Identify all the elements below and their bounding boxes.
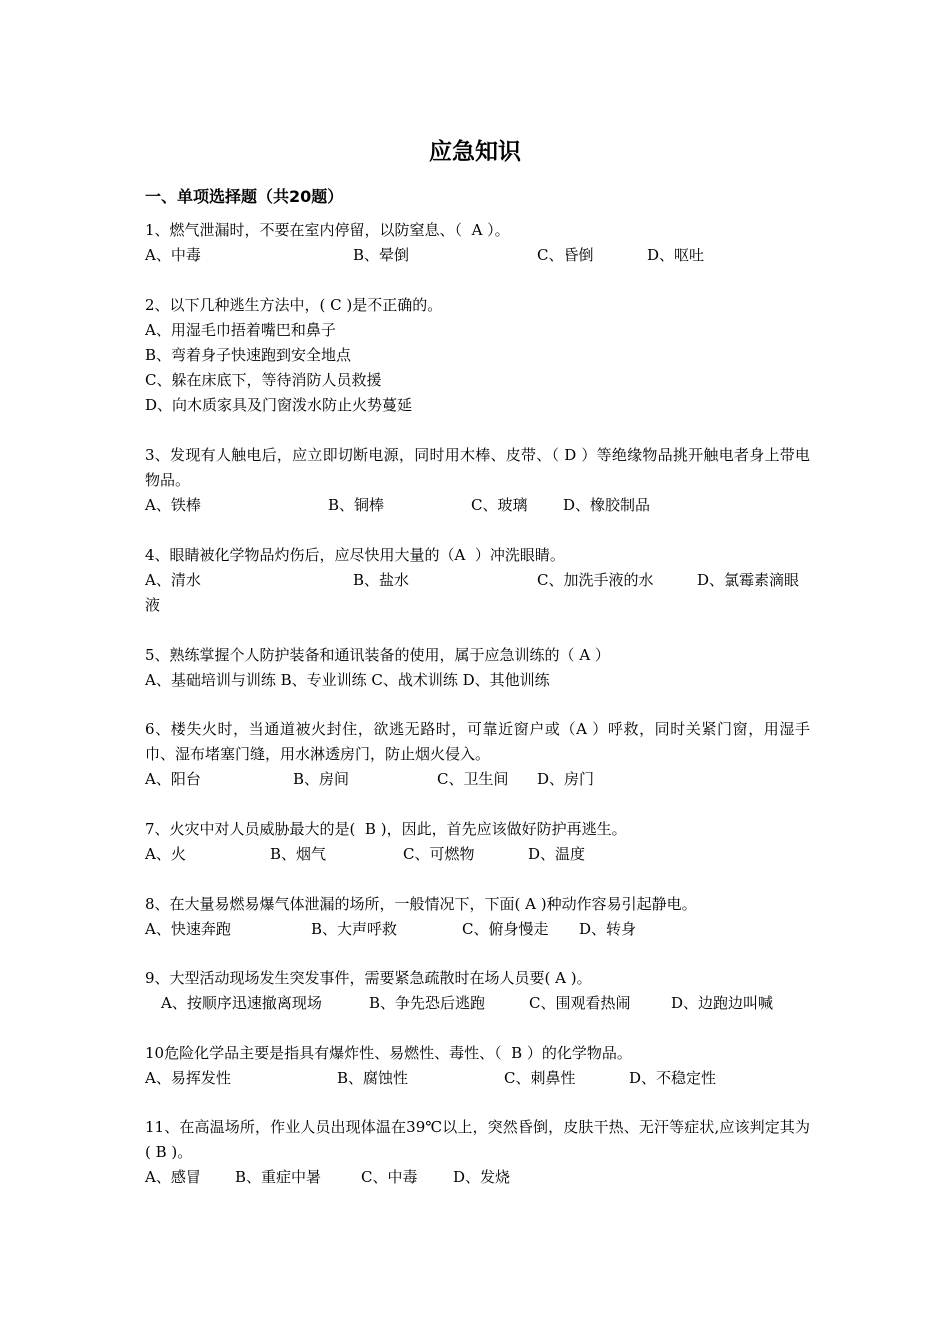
option-a: A、火: [145, 845, 186, 863]
option-b: B、腐蚀性: [337, 1069, 409, 1087]
option-c: C、中毒: [361, 1168, 418, 1186]
option-d-continuation: 液: [145, 596, 161, 614]
section-heading: 一、单项选择题（共20题）: [145, 187, 344, 206]
question-stem: 7、火灾中对人员威胁最大的是( B )，因此，首先应该做好防护再逃生。: [145, 820, 627, 838]
option-a: A、铁棒: [145, 496, 201, 514]
question-11: [145, 1115, 810, 1190]
question-9: [145, 966, 810, 1016]
question-1: [145, 218, 810, 268]
option-a: A、阳台: [145, 770, 201, 788]
question-stem: 4、眼睛被化学物品灼伤后，应尽快用大量的（A ）冲洗眼睛。: [145, 546, 565, 564]
option-d: D、氯霉素滴眼: [697, 571, 800, 589]
option-a: A、清水: [145, 571, 201, 589]
question-2: [145, 293, 810, 418]
option-b: B、重症中暑: [235, 1168, 322, 1186]
option-b: B、大声呼救: [311, 920, 398, 938]
question-7: [145, 817, 810, 867]
option-a: A、感冒: [145, 1168, 201, 1186]
option-row: [145, 1066, 810, 1091]
option-row: [145, 1165, 810, 1190]
question-stem: 5、熟练掌握个人防护装备和通讯装备的使用，属于应急训练的（ A ）: [145, 646, 610, 664]
option-row: [145, 991, 810, 1016]
option-d: D、橡胶制品: [563, 496, 651, 514]
option-b: B、烟气: [270, 845, 327, 863]
question-stem: 11、在高温场所，作业人员出现体温在39℃以上，突然昏倒，皮肤干热、无汗等症状,应该判定其为( B )。: [145, 1118, 810, 1161]
option-row: [145, 568, 810, 593]
option-d: D、呕吐: [647, 246, 705, 264]
option-b: B、弯着身子快速跑到安全地点: [145, 346, 352, 364]
option-c: C、围观看热闹: [529, 994, 631, 1012]
option-c: C、刺鼻性: [504, 1069, 576, 1087]
option-d: D、房门: [537, 770, 595, 788]
question-stem: 10危险化学品主要是指具有爆炸性、易燃性、毒性、（ B ）的化学物品。: [145, 1044, 632, 1062]
option-c: C、加洗手液的水: [537, 571, 654, 589]
option-d: D、转身: [579, 920, 637, 938]
option-c: C、俯身慢走: [462, 920, 549, 938]
question-8: [145, 892, 810, 942]
option-d: D、边跑边叫喊: [671, 994, 774, 1012]
option-b: B、房间: [293, 770, 350, 788]
option-b: B、铜棒: [328, 496, 385, 514]
option-d: D、不稳定性: [629, 1069, 717, 1087]
option-c: C、躲在床底下，等待消防人员救援: [145, 371, 382, 389]
option-row: [145, 767, 810, 792]
question-stem: 1、燃气泄漏时，不要在室内停留，以防窒息、（ A ）。: [145, 221, 510, 239]
option-c: C、玻璃: [471, 496, 528, 514]
option-a: A、用湿毛巾捂着嘴巴和鼻子: [145, 321, 336, 339]
option-a: A、易挥发性: [145, 1069, 231, 1087]
question-5: [145, 643, 810, 693]
option-c: C、可燃物: [403, 845, 475, 863]
question-3: [145, 443, 810, 518]
option-b: B、盐水: [353, 571, 410, 589]
question-10: [145, 1041, 810, 1091]
option-row: [145, 917, 810, 942]
question-stem: 6、楼失火时，当通道被火封住，欲逃无路时，可靠近窗户或（A ）呼救，同时关紧门窗，用湿手巾、湿布堵塞门缝，用水淋透房门，防止烟火侵入。: [145, 720, 810, 763]
option-b: B、争先恐后逃跑: [369, 994, 486, 1012]
option-c: C、卫生间: [437, 770, 509, 788]
question-stem: 9、大型活动现场发生突发事件，需要紧急疏散时在场人员要( A )。: [145, 969, 592, 987]
option-d: D、向木质家具及门窗泼水防止火势蔓延: [145, 396, 413, 414]
option-a: A、按顺序迅速撤离现场: [161, 994, 322, 1012]
option-row: [145, 243, 810, 268]
option-d: D、温度: [528, 845, 586, 863]
option-a: A、快速奔跑: [145, 920, 231, 938]
question-stem: 8、在大量易燃易爆气体泄漏的场所，一般情况下，下面( A )种动作容易引起静电。: [145, 895, 697, 913]
option-a: A、中毒: [145, 246, 201, 264]
document-title: 应急知识: [429, 139, 521, 165]
question-4: [145, 543, 810, 618]
option-row: [145, 493, 810, 518]
option-row: A、基础培训与训练 B、专业训练 C、战术训练 D、其他训练: [145, 671, 550, 689]
question-stem: 3、发现有人触电后，应立即切断电源，同时用木棒、皮带、（ D ）等绝缘物品挑开触电者身上带电物品。: [145, 446, 810, 489]
option-d: D、发烧: [453, 1168, 511, 1186]
option-c: C、昏倒: [537, 246, 594, 264]
option-row: [145, 842, 810, 867]
option-b: B、晕倒: [353, 246, 410, 264]
question-stem: 2、以下几种逃生方法中，( C )是不正确的。: [145, 296, 443, 314]
question-6: [145, 717, 810, 792]
